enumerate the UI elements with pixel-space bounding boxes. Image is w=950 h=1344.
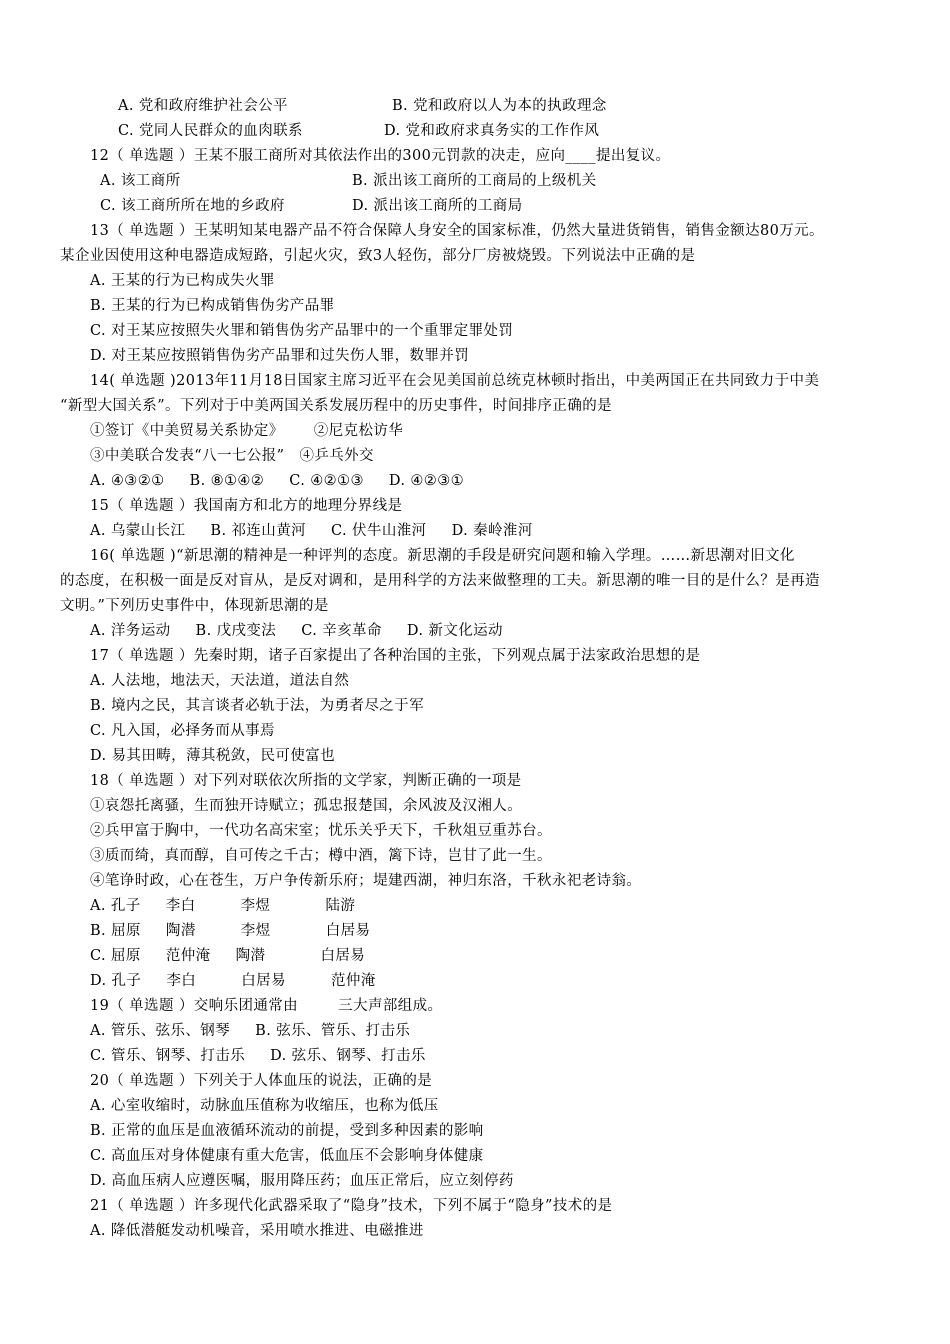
option-line: B. 派出该工商所的工商局的上级机关 [352,173,597,189]
option-line: D. 孔子 李白 白居易 范仲淹 [90,973,376,989]
question-14: 14( 单选题 )2013年11月18日国家主席习近平在会见美国前总统克林顿时指出，中美两国正在共同致力于中美 [90,373,820,389]
option-line: B. 王某的行为已构成销售伪劣产品罪 [90,298,335,314]
option-line: B. 正常的血压是血液循环流动的前提，受到多种因素的影响 [90,1123,484,1139]
question-21: 21（ 单选题 ）许多现代化武器采取了“隐身”技术，下列不属于“隐身”技术的是 [90,1198,613,1214]
option-line: A. 党和政府维护社会公平 [118,98,288,114]
option-line: B. 境内之民，其言谈者必轨于法，为勇者尽之于军 [90,698,424,714]
option-line: C. 党同人民群众的血肉联系 [118,123,303,139]
item-line: ①哀怨托离骚，生而独开诗赋立；孤忠报楚国，余风波及汉湘人。 [90,798,523,814]
option-line: A. 乌蒙山长江 B. 祁连山黄河 C. 伏牛山淮河 D. 秦岭淮河 [90,523,533,539]
option-line: C. 管乐、钢琴、打击乐 D. 弦乐、钢琴、打击乐 [90,1048,426,1064]
option-line: A. 人法地，地法天，天法道，道法自然 [90,673,350,689]
option-line: A. 洋务运动 B. 戊戌变法 C. 辛亥革命 D. 新文化运动 [90,623,503,639]
option-line: A. 心室收缩时，动脉血压值称为收缩压，也称为低压 [90,1098,439,1114]
question-19: 19（ 单选题 ）交响乐团通常由 三大声部组成。 [90,998,443,1014]
option-line: A. 孔子 李白 李煜 陆游 [90,898,356,914]
option-line: C. 凡入国，必择务而从事焉 [90,723,275,739]
option-line: B. 屈原 陶潜 李煜 白居易 [90,923,371,939]
question-16-cont: 文明。”下列历史事件中，体现新思潮的是 [60,598,329,614]
option-line: C. 该工商所所在地的乡政府 [100,198,285,214]
option-line: C. 屈原 范仲淹 陶潜 白居易 [90,948,366,964]
question-14-cont: “新型大国关系”。下列对于中美两国关系发展历程中的历史事件，时间排序正确的是 [60,398,613,414]
item-line: ③质而绮，真而醇，自可传之千古；樽中酒，篱下诗，岂甘了此一生。 [90,848,552,864]
option-line: D. 对王某应按照销售伪劣产品罪和过失伤人罪，数罪并罚 [90,348,470,364]
question-13: 13（ 单选题 ）王某明知某电器产品不符合保障人身安全的国家标准，仍然大量进货销售，销售金额达80万元。 [90,223,824,239]
question-16-cont: 的态度，在积极一面是反对盲从，是反对调和，是用科学的方法来做整理的工夫。新思潮的唯一目的是什么？是再造 [60,573,820,589]
item-line: ④笔诤时政，心在苍生，万户争传新乐府；堤建西湖，神归东洛，千秋永祀老诗翁。 [90,873,642,889]
question-20: 20（ 单选题 ）下列关于人体血压的说法，正确的是 [90,1073,433,1089]
item-line: ①签订《中美贸易关系协定》 ②尼克松访华 [90,423,404,439]
option-line: D. 易其田畴，薄其税敛，民可使富也 [90,748,336,764]
option-line: D. 高血压病人应遵医嘱，服用降压药；血压正常后，应立刻停药 [90,1173,514,1189]
option-line: B. 党和政府以人为本的执政理念 [392,98,607,114]
option-line: C. 对王某应按照失火罪和销售伪劣产品罪中的一个重罪定罪处罚 [90,323,514,339]
option-line: A. 降低潜艇发动机噪音，采用喷水推进、电磁推进 [90,1223,424,1239]
option-line: A. ④③②① B. ⑧①④② C. ④②①③ D. ④②③① [90,473,465,489]
option-line: A. 管乐、弦乐、钢琴 B. 弦乐、管乐、打击乐 [90,1023,411,1039]
option-line: A. 王某的行为已构成失火罪 [90,273,275,289]
option-line: C. 高血压对身体健康有重大危害，低血压不会影响身体健康 [90,1148,484,1164]
option-line: D. 派出该工商所的工商局 [352,198,523,214]
question-13-cont: 某企业因使用这种电器造成短路，引起火灾，致3人轻伤，部分厂房被烧毁。下列说法中正确的是 [60,248,696,264]
question-16: 16( 单选题 )“新思潮的精神是一种评判的态度。新思潮的手段是研究问题和输入学理。……新思潮对旧文化 [90,548,795,564]
question-18: 18（ 单选题 ）对下列对联依次所指的文学家，判断正确的一项是 [90,773,522,789]
question-17: 17（ 单选题 ）先秦时期，诸子百家提出了各种治国的主张，下列观点属于法家政治思想的是 [90,648,701,664]
question-15: 15（ 单选题 ）我国南方和北方的地理分界线是 [90,498,403,514]
option-line: A. 该工商所 [100,173,181,189]
item-line: ②兵甲富于胸中，一代功名高宋室；忧乐关乎天下，千秋俎豆重苏台。 [90,823,552,839]
item-line: ③中美联合发表“八一七公报” ④乒乓外交 [90,448,374,464]
option-line: D. 党和政府求真务实的工作作风 [384,123,600,139]
question-12: 12（ 单选题 ）王某不服工商所对其依法作出的300元罚款的决走，应向____提出复议。 [90,148,671,164]
